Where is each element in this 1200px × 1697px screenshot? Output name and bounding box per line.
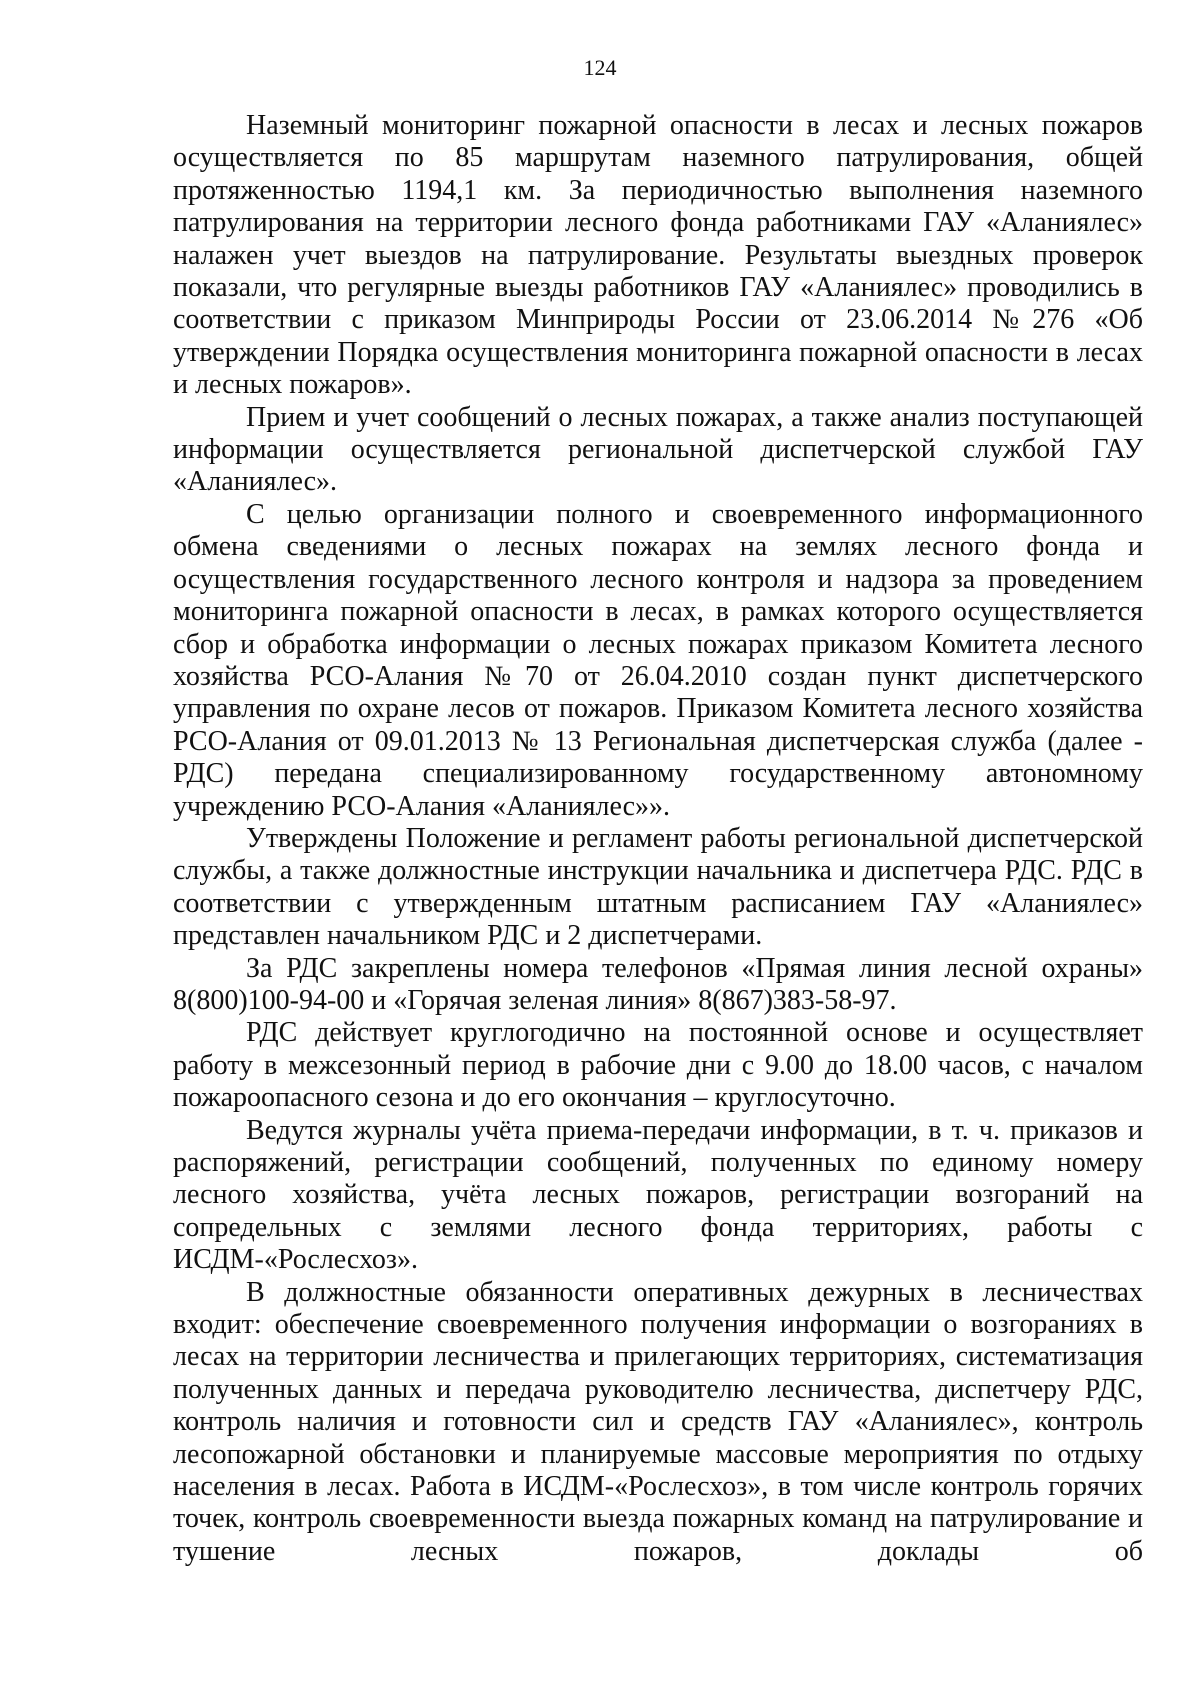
paragraph-reports-reception: Прием и учет сообщений о лесных пожарах, а также анализ поступающей информации осуществляется региональной диспетчерской службой ГАУ «Аланиялес». — [173, 401, 1143, 498]
paragraph-logbooks: Ведутся журналы учёта приема-передачи информации, в т. ч. приказов и распоряжений, регистрации сообщений, полученных по единому номеру лесного хозяйства, учёта лесных пожаров, регистрации возгораний на сопредельных с землями лесного фонда территориях, работы с ИСДМ-«Рослесхоз». — [173, 1114, 1143, 1276]
paragraph-ground-monitoring: Наземный мониторинг пожарной опасности в лесах и лесных пожаров осуществляется по 85 маршрутам наземного патрулирования, общей протяженностью 1194,1 км. За периодичностью выполнения наземного патрулирования на территории лесного фонда работниками ГАУ «Аланиялес» налажен учет выездов на патрулирование. Результаты выездных проверок показали, что регулярные выезды работников ГАУ «Аланиялес» проводились в соответствии с приказом Минприроды России от 23.06.2014 №276 «Об утверждении Порядка осуществления мониторинга пожарной опасности в лесах и лесных пожаров». — [173, 110, 1143, 401]
paragraph-phone-lines: За РДС закреплены номера телефонов «Прямая линия лесной охраны» 8(800)100-94-00 и «Горячая зеленая линия» 8(867)383-58-97. — [173, 952, 1143, 1016]
paragraph-dispatch-organization: С целью организации полного и своевременного информационного обмена сведениями о лесных пожарах на землях лесного фонда и осуществления государственного лесного контроля и надзора за проведением мониторинга пожарной опасности в лесах, в рамках которого осуществляется сбор и обработка информации о лесных пожарах приказом Комитета лесного хозяйства РСО-Алания №70 от 26.04.2010 создан пункт диспетчерского управления по охране лесов от пожаров. Приказом Комитета лесного хозяйства РСО-Алания от 09.01.2013 № 13 Региональная диспетчерская служба (далее - РДС) передана специализированному государственному автономному учреждению РСО-Алания «Аланиялес»». — [173, 498, 1143, 822]
paragraph-duty-officers: В должностные обязанности оперативных дежурных в лесничествах входит: обеспечение своевременного получения информации о возгораниях в лесах на территории лесничества и прилегающих территориях, систематизация полученных данных и передача руководителю лесничества, диспетчеру РДС, контроль наличия и готовности сил и средств ГАУ «Аланиялес», контроль лесопожарной обстановки и планируемые массовые мероприятия по отдыху населения в лесах. Работа в ИСДМ-«Рослесхоз», в том числе контроль горячих точек, контроль своевременности выезда пожарных команд на патрулирование и тушение лесных пожаров, доклады об — [173, 1276, 1143, 1567]
page-number: 124 — [583, 55, 617, 80]
paragraph-rds-regulations: Утверждены Положение и регламент работы региональной диспетчерской службы, а также должностные инструкции начальника и диспетчера РДС. РДС в соответствии с утвержденным штатным расписанием ГАУ «Аланиялес» представлен начальником РДС и 2 диспетчерами. — [173, 822, 1143, 952]
paragraph-rds-schedule: РДС действует круглогодично на постоянной основе и осуществляет работу в межсезонный период в рабочие дни с 9.00 до 18.00 часов, с началом пожароопасного сезона и до его окончания – круглосуточно. — [173, 1017, 1143, 1114]
document-body — [173, 110, 1143, 1568]
